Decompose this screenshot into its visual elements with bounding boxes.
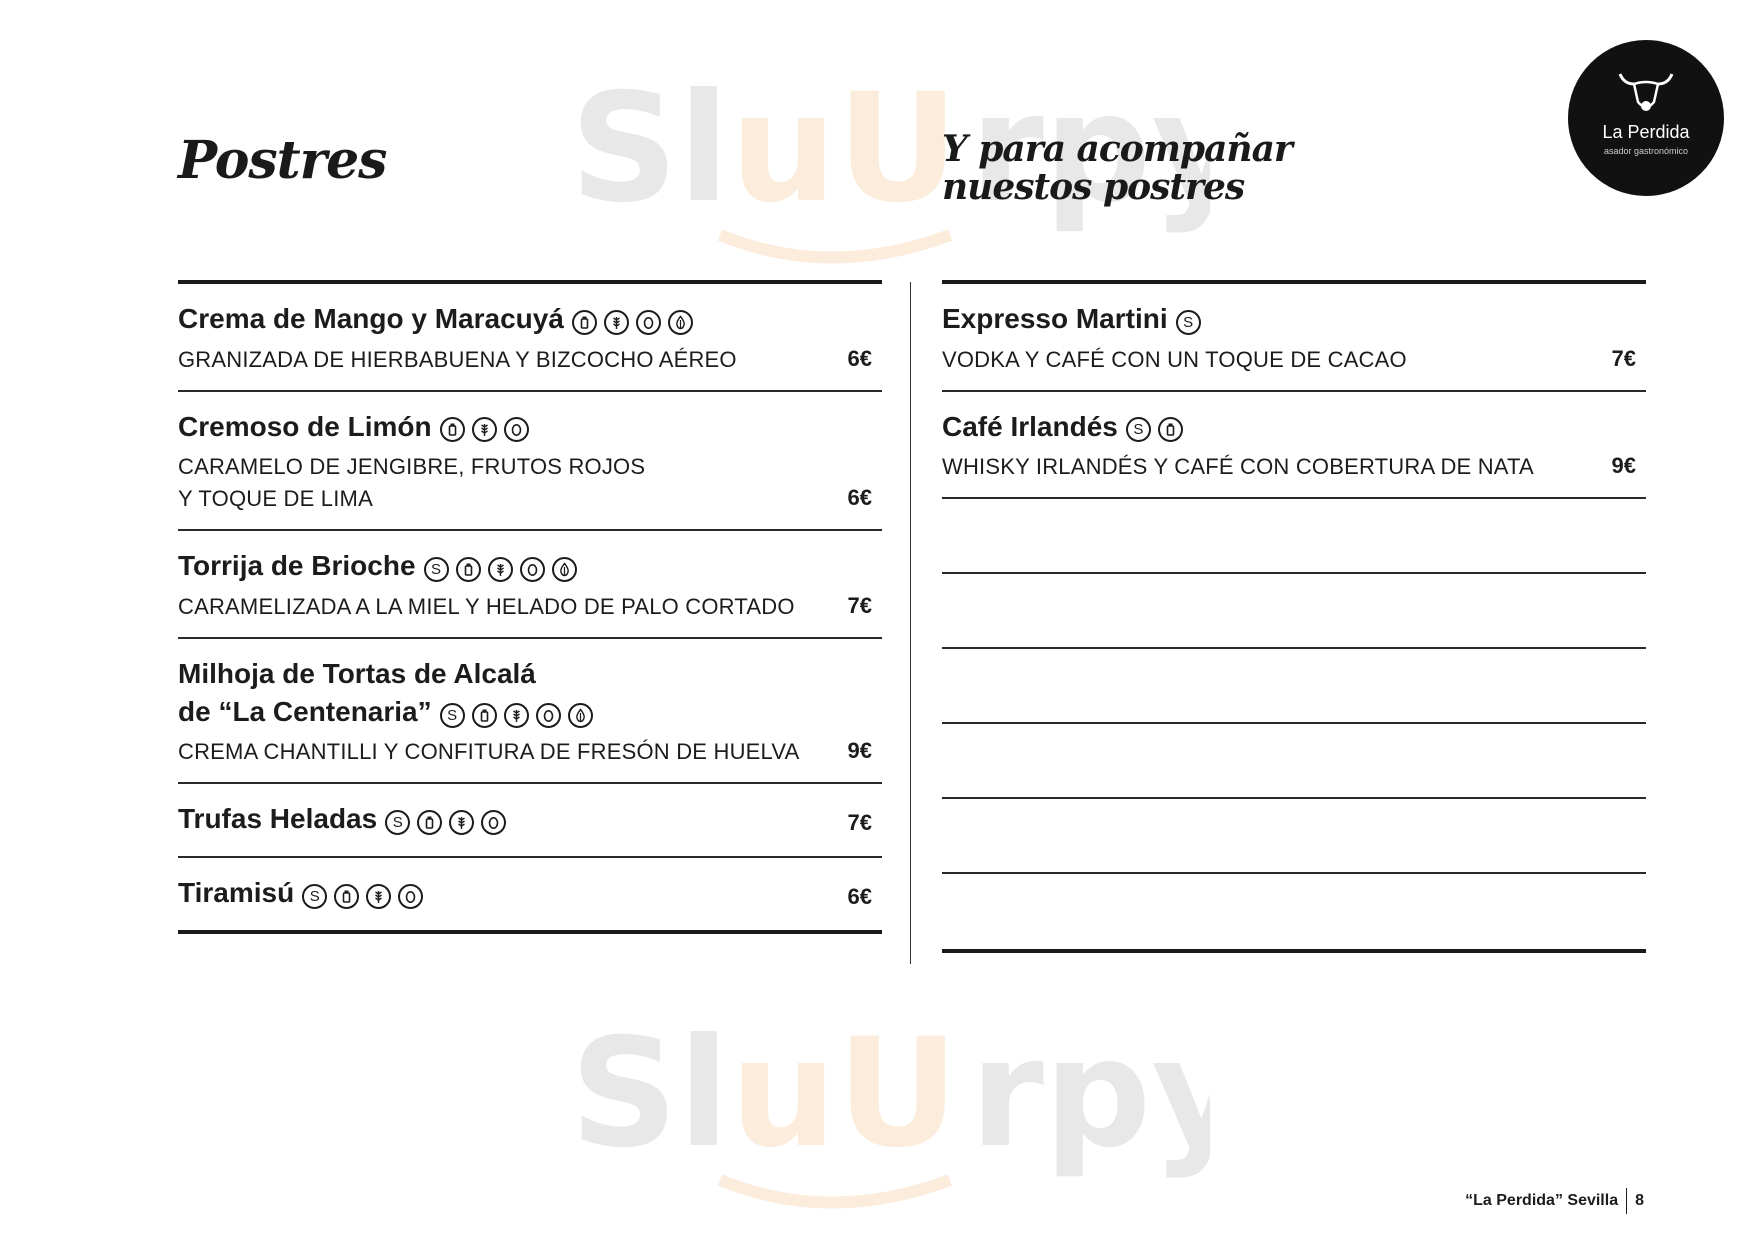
section-title-line: Y para acompañar <box>942 128 1292 170</box>
item-price: 7€ <box>847 810 872 836</box>
bottom-rule <box>942 949 1646 953</box>
menu-item <box>178 858 882 930</box>
milk-bottle-icon <box>572 310 597 335</box>
sulphites-icon: S <box>1176 310 1201 335</box>
item-description-line: CARAMELIZADA A LA MIEL Y HELADO DE PALO CORTADO <box>178 593 795 619</box>
milk-bottle-icon <box>456 557 481 582</box>
item-name <box>178 800 882 840</box>
egg-icon <box>504 417 529 442</box>
menu-item <box>942 392 1646 500</box>
bottom-rule <box>178 930 882 934</box>
item-name <box>942 300 1646 340</box>
empty-ruled-line <box>942 724 1646 799</box>
section-title <box>942 130 1342 206</box>
gluten-wheat-icon <box>472 417 497 442</box>
item-name-text: Tiramisú <box>178 877 295 909</box>
item-name-text: de “La Centenaria” <box>178 695 432 727</box>
item-name <box>178 300 882 340</box>
empty-ruled-line <box>942 799 1646 874</box>
item-name-text: Trufas Heladas <box>178 803 378 835</box>
allergen-icons <box>1126 409 1190 447</box>
item-price: 6€ <box>847 345 872 371</box>
svg-text:rpy: rpy <box>970 1007 1210 1181</box>
drinks-column <box>942 280 1646 953</box>
svg-text:Sl: Sl <box>570 1007 730 1181</box>
gluten-wheat-icon <box>449 810 474 835</box>
allergen-icons <box>1176 302 1208 340</box>
empty-ruled-line <box>942 874 1646 949</box>
item-description-line: WHISKY IRLANDÉS Y CAFÉ CON COBERTURA DE NATA <box>942 454 1534 480</box>
item-description-line: GRANIZADA DE HIERBABUENA Y BIZCOCHO AÉREO <box>178 346 737 372</box>
menu-item <box>178 639 882 785</box>
item-description <box>178 591 882 623</box>
item-name-text: Café Irlandés <box>942 410 1118 442</box>
item-name-text: Expresso Martini <box>942 303 1168 334</box>
allergen-icons <box>440 409 536 447</box>
item-name <box>178 655 882 733</box>
column-divider <box>910 282 911 964</box>
item-name <box>178 408 882 448</box>
svg-text:Sl: Sl <box>570 62 730 236</box>
gluten-wheat-icon <box>504 703 529 728</box>
empty-ruled-line <box>942 499 1646 574</box>
section-title-line: nuestos postres <box>942 166 1245 208</box>
cow-head-icon <box>1614 68 1678 118</box>
egg-icon <box>536 703 561 728</box>
page-number: 8 <box>1635 1192 1644 1210</box>
empty-ruled-line <box>942 649 1646 724</box>
item-name-text: Milhoja de Tortas de Alcalá <box>178 657 536 689</box>
item-name <box>942 408 1646 448</box>
sulphites-icon: S <box>440 703 465 728</box>
menu-item <box>942 284 1646 392</box>
menu-item <box>178 284 882 392</box>
sulphites-icon: S <box>385 810 410 835</box>
item-price: 7€ <box>847 592 872 618</box>
item-name-line <box>178 408 882 448</box>
page-title: Postres <box>178 130 387 191</box>
sulphites-icon: S <box>302 884 327 909</box>
item-price: 9€ <box>1611 453 1636 479</box>
svg-text:uU: uU <box>730 1007 959 1181</box>
item-name <box>178 547 882 587</box>
item-name-line <box>178 800 882 840</box>
gluten-wheat-icon <box>488 557 513 582</box>
watermark-bottom <box>570 995 1210 1225</box>
item-description <box>942 451 1646 483</box>
item-description <box>178 451 882 515</box>
allergen-icons <box>440 694 600 732</box>
allergen-icons <box>385 802 513 840</box>
nuts-drop-icon <box>552 557 577 582</box>
slurrpy-watermark-icon <box>570 995 1210 1225</box>
item-name-line <box>178 300 882 340</box>
footer-separator <box>1626 1188 1627 1214</box>
item-name-line <box>178 547 882 587</box>
item-price: 6€ <box>847 485 872 511</box>
item-description-line: CREMA CHANTILLI Y CONFITURA DE FRESÓN DE HUELVA <box>178 739 800 765</box>
egg-icon <box>481 810 506 835</box>
item-name-line <box>178 655 882 693</box>
milk-bottle-icon <box>417 810 442 835</box>
item-name-text: Cremoso de Limón <box>178 410 432 442</box>
item-name-text: Torrija de Brioche <box>178 550 416 582</box>
milk-bottle-icon <box>1158 417 1183 442</box>
menu-item <box>178 392 882 532</box>
item-description <box>178 344 882 376</box>
item-name <box>178 874 882 914</box>
desserts-column <box>178 280 882 934</box>
egg-icon <box>520 557 545 582</box>
logo-subtitle: asador gastronómico <box>1603 146 1689 156</box>
milk-bottle-icon <box>472 703 497 728</box>
logo-name: La Perdida <box>1602 122 1690 142</box>
gluten-wheat-icon <box>604 310 629 335</box>
restaurant-logo <box>1568 40 1724 196</box>
allergen-icons <box>572 302 700 340</box>
item-name-line <box>942 300 1646 340</box>
item-name-text: Crema de Mango y Maracuyá <box>178 303 564 334</box>
menu-item <box>178 531 882 639</box>
empty-ruled-line <box>942 574 1646 649</box>
item-description-line: CARAMELO DE JENGIBRE, FRUTOS ROJOS <box>178 454 646 480</box>
item-price: 6€ <box>847 883 872 909</box>
svg-text:rpy: rpy <box>970 62 1210 236</box>
nuts-drop-icon <box>568 703 593 728</box>
item-price: 9€ <box>847 738 872 764</box>
allergen-icons <box>424 549 584 587</box>
page-footer <box>1465 1188 1644 1214</box>
gluten-wheat-icon <box>366 884 391 909</box>
item-price: 7€ <box>1611 345 1636 371</box>
item-name-line <box>178 693 882 733</box>
allergen-icons <box>302 876 430 914</box>
item-name-line <box>178 874 882 914</box>
menu-item <box>178 784 882 858</box>
sulphites-icon: S <box>1126 417 1151 442</box>
nuts-drop-icon <box>668 310 693 335</box>
item-name-line <box>942 408 1646 448</box>
item-description <box>178 736 882 768</box>
egg-icon <box>636 310 661 335</box>
egg-icon <box>398 884 423 909</box>
milk-bottle-icon <box>440 417 465 442</box>
item-description-line: VODKA Y CAFÉ CON UN TOQUE DE CACAO <box>942 346 1407 372</box>
item-description-line: Y TOQUE DE LIMA <box>178 486 373 512</box>
sulphites-icon: S <box>424 557 449 582</box>
item-description <box>942 344 1646 376</box>
milk-bottle-icon <box>334 884 359 909</box>
footer-restaurant: “La Perdida” Sevilla <box>1465 1192 1619 1210</box>
svg-text:uU: uU <box>730 62 959 236</box>
